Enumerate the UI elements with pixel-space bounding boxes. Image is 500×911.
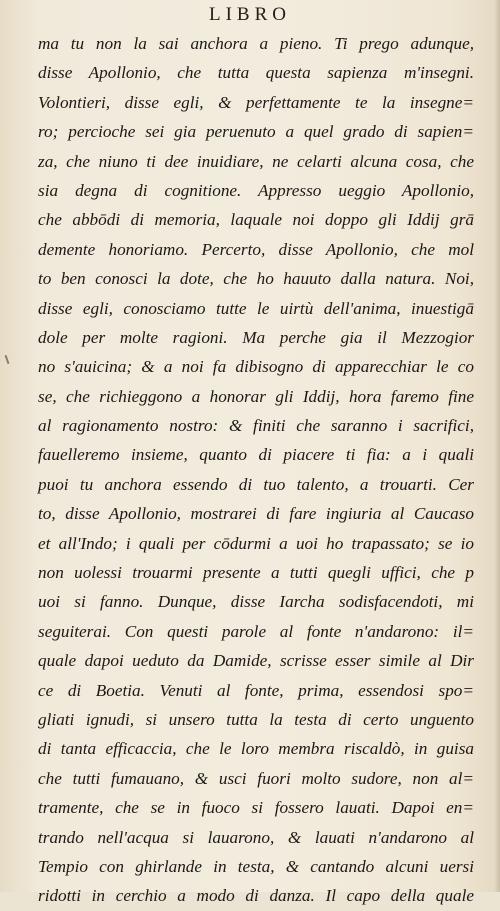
- text-line: non uolessi trouarmi presente a tutti quegli uffici, che p: [38, 563, 474, 583]
- text-line: trando nell'acqua si lauarono, & lauati n'andarono al: [38, 827, 474, 847]
- text-line: demente honoriamo. Percerto, disse Apollonio, che mol: [38, 239, 474, 259]
- text-line: Tempio con ghirlande in testa, & cantando alcuni uersi: [38, 856, 474, 876]
- text-line: dole per molte ragioni. Ma perche gia il Mezzogior: [38, 327, 474, 347]
- text-line: fauelleremo insieme, quanto di piacere ti fia: a i quali: [38, 445, 474, 465]
- running-head: LIBRO: [209, 4, 291, 25]
- text-line: al ragionamento nostro: & finiti che saranno i sacrifici,: [38, 416, 474, 436]
- text-line: ce di Boetia. Venuti al fonte, prima, essendosi spo=: [38, 680, 474, 700]
- text-line: no s'auicina; & a noi fa dibisogno di apparecchiar le co: [38, 357, 474, 377]
- text-line: disse Apollonio, che tutta questa sapienza m'insegni.: [38, 63, 474, 83]
- text-line: tramente, che se in fuoco si fossero lauati. Dapoi en=: [38, 798, 474, 818]
- text-line: di tanta efficaccia, che le loro membra riscaldò, in guisa: [38, 739, 474, 759]
- text-line: ro; percioche sei gia peruenuto a quel grado di sapien=: [38, 122, 474, 142]
- text-line: ma tu non la sai anchora a pieno. Ti prego adunque,: [38, 34, 474, 53]
- body-text: [38, 29, 474, 911]
- text-line: et all'Indo; i quali per cōdurmi a uoi ho trapassato; se io: [38, 533, 474, 553]
- text-line: ridotti in cerchio a modo di danza. Il capo della quale: [38, 886, 474, 906]
- text-line: sia degna di cognitione. Appresso ueggio Apollonio,: [38, 180, 474, 200]
- text-line: to ben conosci la dote, che ho hauuto dalla natura. Noi,: [38, 269, 474, 289]
- text-line: gliati ignudi, si unsero tutta la testa di certo unguento: [38, 709, 474, 729]
- margin-mark: [5, 355, 10, 364]
- text-line: se, che richieggono a honorar gli Iddij, hora faremo fine: [38, 386, 474, 406]
- text-line: che tutti fumauano, & usci fuori molto sudore, non al=: [38, 768, 474, 788]
- text-line: to, disse Apollonio, mostrarei di fare ingiuria al Caucaso: [38, 504, 474, 524]
- text-line: uoi si fanno. Dunque, disse Iarcha sodisfacendoti, mi: [38, 592, 474, 612]
- page-edge-shadow: [494, 0, 500, 892]
- text-line: che abbōdi di memoria, laquale noi doppo gli Iddij grā: [38, 210, 474, 230]
- text-line: za, che niuno ti dee inuidiare, ne celarti alcuna cosa, che: [38, 151, 474, 171]
- text-line: puoi tu anchora essendo di tuo talento, a trouarti. Cer: [38, 474, 474, 494]
- text-line: Volontieri, disse egli, & perfettamente te la insegne=: [38, 92, 474, 112]
- text-line: disse egli, conosciamo tutte le uirtù dell'anima, inuestigā: [38, 298, 474, 318]
- text-line: quale dapoi ueduto da Damide, scrisse esser simile al Dir: [38, 651, 474, 671]
- text-line: seguiterai. Con questi parole al fonte n'andarono: il=: [38, 621, 474, 641]
